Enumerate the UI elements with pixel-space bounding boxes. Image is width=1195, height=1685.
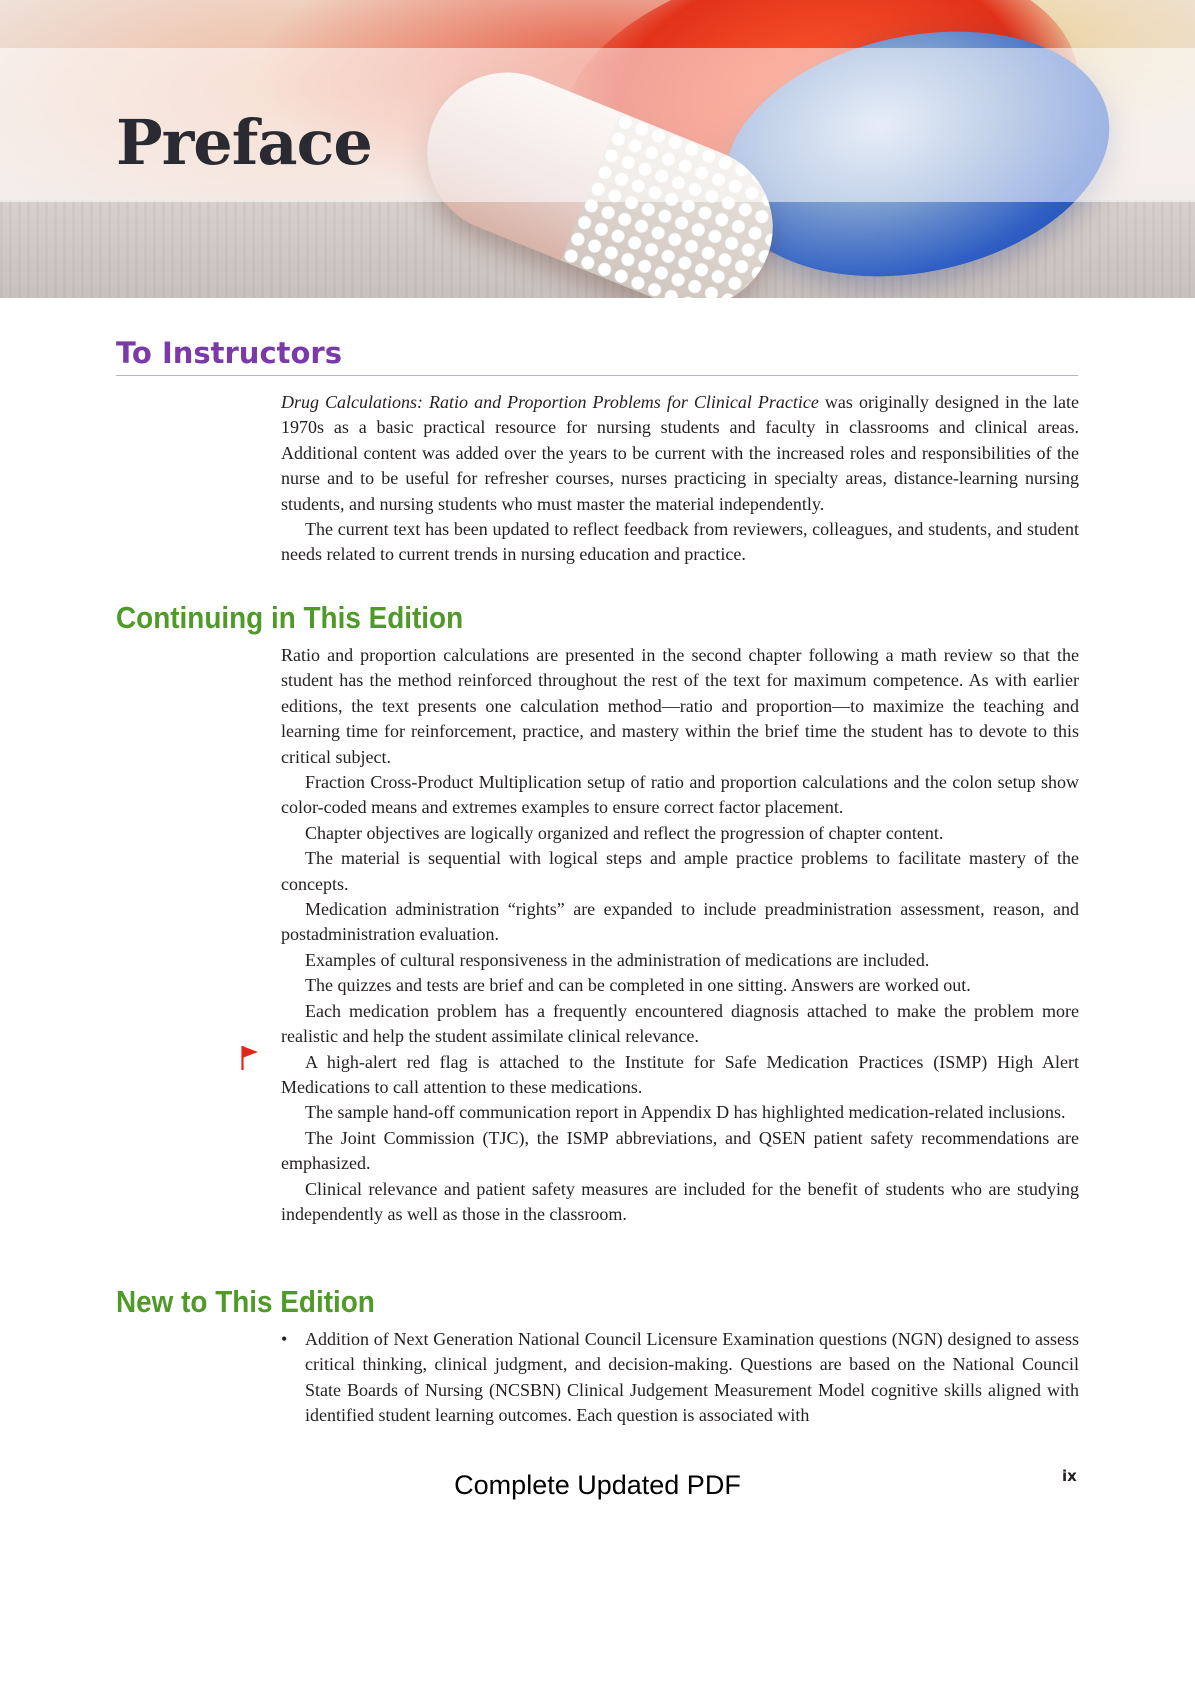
- continuing-paragraph: Ratio and proportion calculations are presented in the second chapter following a math review so that the student has the method reinforced throughout the rest of the text for maximum competence. As with earlier editions, the text presents one calculation method—ratio and proportion—to maximize the teaching and learning time for reinforcement, practice, and mastery within the brief time the student has to devote to this critical subject.: [281, 645, 1079, 767]
- continuing-paragraph: The material is sequential with logical steps and ample practice problems to facilitate mastery of the concepts.: [281, 848, 1079, 894]
- page-title: Preface: [116, 106, 372, 179]
- red-flag-icon: [240, 1045, 260, 1071]
- instructors-paragraph-1: [281, 390, 1079, 517]
- instructors-body: [281, 390, 1079, 568]
- continuing-paragraph: The Joint Commission (TJC), the ISMP abbreviations, and QSEN patient safety recommendations are emphasized.: [281, 1127, 1079, 1174]
- list-item-text: Addition of Next Generation National Council Licensure Examination questions (NGN) designed to assess critical thinking, clinical judgment, and decision-making. Questions are based on the National Council State Boards of Nursing (NCSBN) Clinical Judgement Measurement Model cognitive skills aligned with identified student learning outcomes. Each question is associated with: [305, 1329, 1079, 1426]
- list-item: [281, 1327, 1079, 1429]
- continuing-paragraph: Clinical relevance and patient safety measures are included for the benefit of students who are studying independently as well as those in the classroom.: [281, 1178, 1079, 1224]
- continuing-paragraph: Fraction Cross-Product Multiplication setup of ratio and proportion calculations and the colon setup show color-coded means and extremes examples to ensure correct factor placement.: [281, 772, 1079, 818]
- new-edition-body: [281, 1327, 1079, 1429]
- bullet-icon: •: [281, 1329, 288, 1349]
- section-heading-continuing: Continuing in This Edition: [116, 600, 464, 635]
- continuing-paragraph: Chapter objectives are logically organized and reflect the progression of chapter content.: [305, 822, 944, 843]
- continuing-paragraph: The sample hand-off communication report in Appendix D has highlighted medication-related inclusions.: [305, 1102, 1066, 1123]
- instructors-paragraph-2: The current text has been updated to reflect feedback from reviewers, colleagues, and students, and student needs related to current trends in nursing education and practice.: [281, 519, 1079, 565]
- section-heading-instructors: To Instructors: [116, 336, 1078, 376]
- header-banner: [0, 0, 1195, 298]
- continuing-paragraph: The quizzes and tests are brief and can be completed in one sitting. Answers are worked out.: [305, 975, 971, 996]
- continuing-body: [281, 643, 1079, 1227]
- continuing-paragraph: Each medication problem has a frequently encountered diagnosis attached to make the problem more realistic and help the student assimilate clinical relevance.: [281, 1000, 1079, 1047]
- page-number: ix: [1062, 1467, 1077, 1485]
- footer-watermark: Complete Updated PDF: [454, 1470, 741, 1500]
- instructors-paragraph-1-text: was originally designed in the late 1970s as a basic practical resource for nursing students and faculty in classrooms and clinical areas. Additional content was added over the years to be current with the increased roles and responsibilities of the nurse and to be useful for refresher courses, nurses practicing in specialty areas, distance-learning nursing students, and nursing students who must master the material independently.: [281, 392, 1080, 514]
- section-heading-new-edition: New to This Edition: [116, 1284, 375, 1319]
- continuing-paragraph: Examples of cultural responsiveness in the administration of medications are included.: [305, 949, 930, 970]
- continuing-paragraph: A high-alert red flag is attached to the Institute for Safe Medication Practices (ISMP) High Alert Medications to call attention to these medications.: [281, 1051, 1079, 1097]
- continuing-paragraph: Medication administration “rights” are expanded to include preadministration assessment, reason, and postadministration evaluation.: [281, 899, 1079, 945]
- book-title: Drug Calculations: Ratio and Proportion Problems for Clinical Practice: [281, 392, 819, 412]
